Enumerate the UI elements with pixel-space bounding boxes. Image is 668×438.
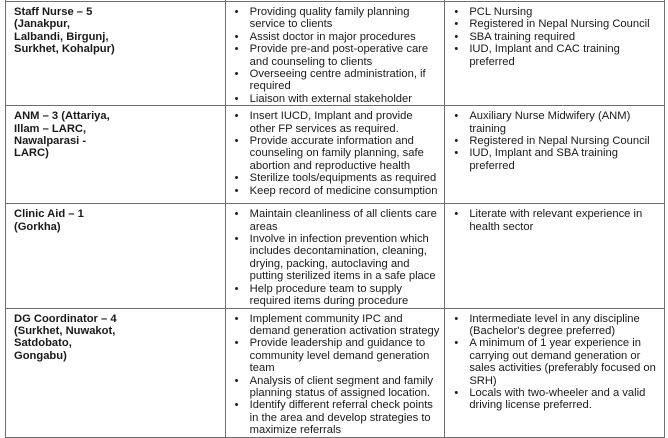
bullet-icon: •	[234, 233, 239, 246]
item-text: Auxiliary Nurse Midwifery (ANM) training	[469, 110, 631, 135]
item-text: Help procedure team to supply required items during procedure	[249, 282, 409, 308]
bullet-icon: •	[454, 135, 459, 148]
bullet-icon: •	[234, 6, 239, 18]
duties-cell	[225, 308, 445, 437]
bullet-icon: •	[234, 30, 239, 43]
item-text: Literate with relevant experience in health sector	[469, 208, 643, 233]
table-row	[6, 308, 665, 437]
bullet-icon: •	[234, 312, 239, 325]
position-cell	[6, 2, 226, 106]
item-text: Locals with two-wheeler and a valid driving license preferred.	[469, 386, 646, 412]
item-text: Overseeing centre administration, if required	[249, 68, 426, 93]
table-row	[6, 106, 665, 204]
bullet-icon: •	[454, 30, 459, 43]
bullet-icon: •	[454, 6, 459, 18]
item-text: Implement community IPC and demand generation activation strategy	[249, 312, 440, 337]
duty-item	[234, 110, 441, 135]
duty-item	[234, 172, 441, 184]
duty-item	[234, 233, 441, 283]
duty-item	[234, 185, 441, 197]
qualifications-cell	[445, 106, 665, 204]
duty-item	[234, 68, 441, 93]
duties-list	[234, 208, 441, 307]
bullet-icon: •	[454, 208, 459, 221]
duties-list	[234, 110, 441, 197]
item-text: IUD, Implant and SBA training preferred	[469, 147, 618, 172]
bullet-icon: •	[234, 399, 239, 412]
bullet-icon: •	[234, 110, 239, 123]
bullet-icon: •	[454, 110, 459, 123]
item-text: Provide leadership and guidance to community level demand generation team	[249, 337, 430, 375]
bullet-icon: •	[234, 337, 239, 350]
item-text: Registered in Nepal Nursing Council	[469, 18, 650, 31]
bullet-icon: •	[454, 386, 459, 399]
bullet-icon: •	[234, 184, 239, 197]
duty-item	[234, 375, 441, 400]
duty-item	[234, 313, 441, 338]
qualification-item	[453, 337, 660, 387]
job-positions-table	[5, 0, 665, 438]
item-text: Identify different referral check points in the area and develop strategies to maximize referrals	[249, 399, 433, 437]
item-text: Assist doctor in major procedures	[249, 30, 416, 43]
bullet-icon: •	[234, 135, 239, 148]
position-cell	[6, 106, 226, 204]
qualifications-list	[453, 208, 660, 233]
duty-item	[234, 31, 441, 43]
bullet-icon: •	[454, 312, 459, 325]
duty-item	[234, 399, 441, 436]
duties-cell	[225, 2, 445, 106]
item-text: Intermediate level in any discipline (Bachelor's degree preferred)	[469, 312, 640, 337]
duty-item	[234, 337, 441, 374]
item-text: Sterilize tools/equipments as required	[249, 172, 437, 185]
item-text: Registered in Nepal Nursing Council	[469, 135, 650, 148]
bullet-icon: •	[454, 147, 459, 160]
qualification-item	[453, 43, 660, 68]
qualifications-cell	[445, 308, 665, 437]
item-text: IUD, Implant and CAC training preferred	[469, 43, 620, 68]
item-text: Insert IUCD, Implant and provide other FP services as required.	[249, 110, 413, 135]
item-text: Keep record of medicine consumption	[249, 184, 438, 197]
bullet-icon: •	[234, 68, 239, 81]
item-text: SBA training required	[469, 30, 576, 43]
duties-list	[234, 6, 441, 105]
duty-item	[234, 93, 441, 105]
duty-item	[234, 43, 441, 68]
qualifications-list	[453, 110, 660, 172]
item-text: Analysis of client segment and family planning status of assigned location.	[249, 374, 434, 399]
table-row	[6, 204, 665, 308]
duties-list	[234, 313, 441, 437]
item-text: Provide pre-and post-operative care and counseling to clients	[249, 43, 429, 68]
position-title: DG Coordinator – 4 (Surkhet, Nuwakot, Satdobato, Gongabu)	[14, 312, 117, 362]
qualifications-list	[453, 6, 660, 68]
duty-item	[234, 283, 441, 308]
item-text: Liaison with external stakeholder	[249, 92, 412, 105]
position-title: ANM – 3 (Attariya, Illam – LARC, Nawalparasi - LARC)	[14, 110, 110, 160]
qualification-item	[453, 135, 660, 147]
qualifications-cell	[445, 2, 665, 106]
table-body	[6, 0, 665, 437]
qualifications-list	[453, 313, 660, 412]
qualification-item	[453, 387, 660, 412]
qualification-item	[453, 6, 660, 18]
position-cell	[6, 204, 226, 308]
bullet-icon: •	[234, 92, 239, 105]
bullet-icon: •	[454, 43, 459, 56]
bullet-icon: •	[454, 337, 459, 350]
bullet-icon: •	[234, 208, 239, 221]
item-text: Involve in infection prevention which includes decontamination, cleaning, drying, packing, autoclaving and putting sterilized items in a safe place	[249, 233, 436, 283]
qualification-item	[453, 31, 660, 43]
position-cell	[6, 308, 226, 437]
item-text: PCL Nursing	[469, 6, 533, 18]
bullet-icon: •	[234, 172, 239, 185]
qualifications-cell	[445, 204, 665, 308]
duty-item	[234, 6, 441, 31]
qualification-item	[453, 313, 660, 338]
item-text: Maintain cleanliness of all clients care areas	[249, 208, 437, 233]
bullet-icon: •	[234, 282, 239, 295]
item-text: Provide accurate information and counseling on family planning, safe abortion and reproductive health	[249, 135, 424, 172]
duty-item	[234, 135, 441, 172]
qualification-item	[453, 208, 660, 233]
duties-cell	[225, 204, 445, 308]
table-row	[6, 2, 665, 106]
duties-cell	[225, 106, 445, 204]
bullet-icon: •	[234, 374, 239, 387]
item-text: Providing quality family planning service to clients	[249, 6, 410, 31]
qualification-item	[453, 110, 660, 135]
position-title: Clinic Aid – 1 (Gorkha)	[14, 208, 84, 233]
qualification-item	[453, 18, 660, 30]
position-title: Staff Nurse – 5 (Janakpur, Lalbandi, Birgunj, Surkhet, Kohalpur)	[14, 6, 115, 56]
duty-item	[234, 208, 441, 233]
item-text: A minimum of 1 year experience in carrying out demand generation or sales activities (preferably focused on SRH)	[469, 337, 656, 387]
bullet-icon: •	[234, 43, 239, 56]
qualification-item	[453, 147, 660, 172]
bullet-icon: •	[454, 18, 459, 31]
